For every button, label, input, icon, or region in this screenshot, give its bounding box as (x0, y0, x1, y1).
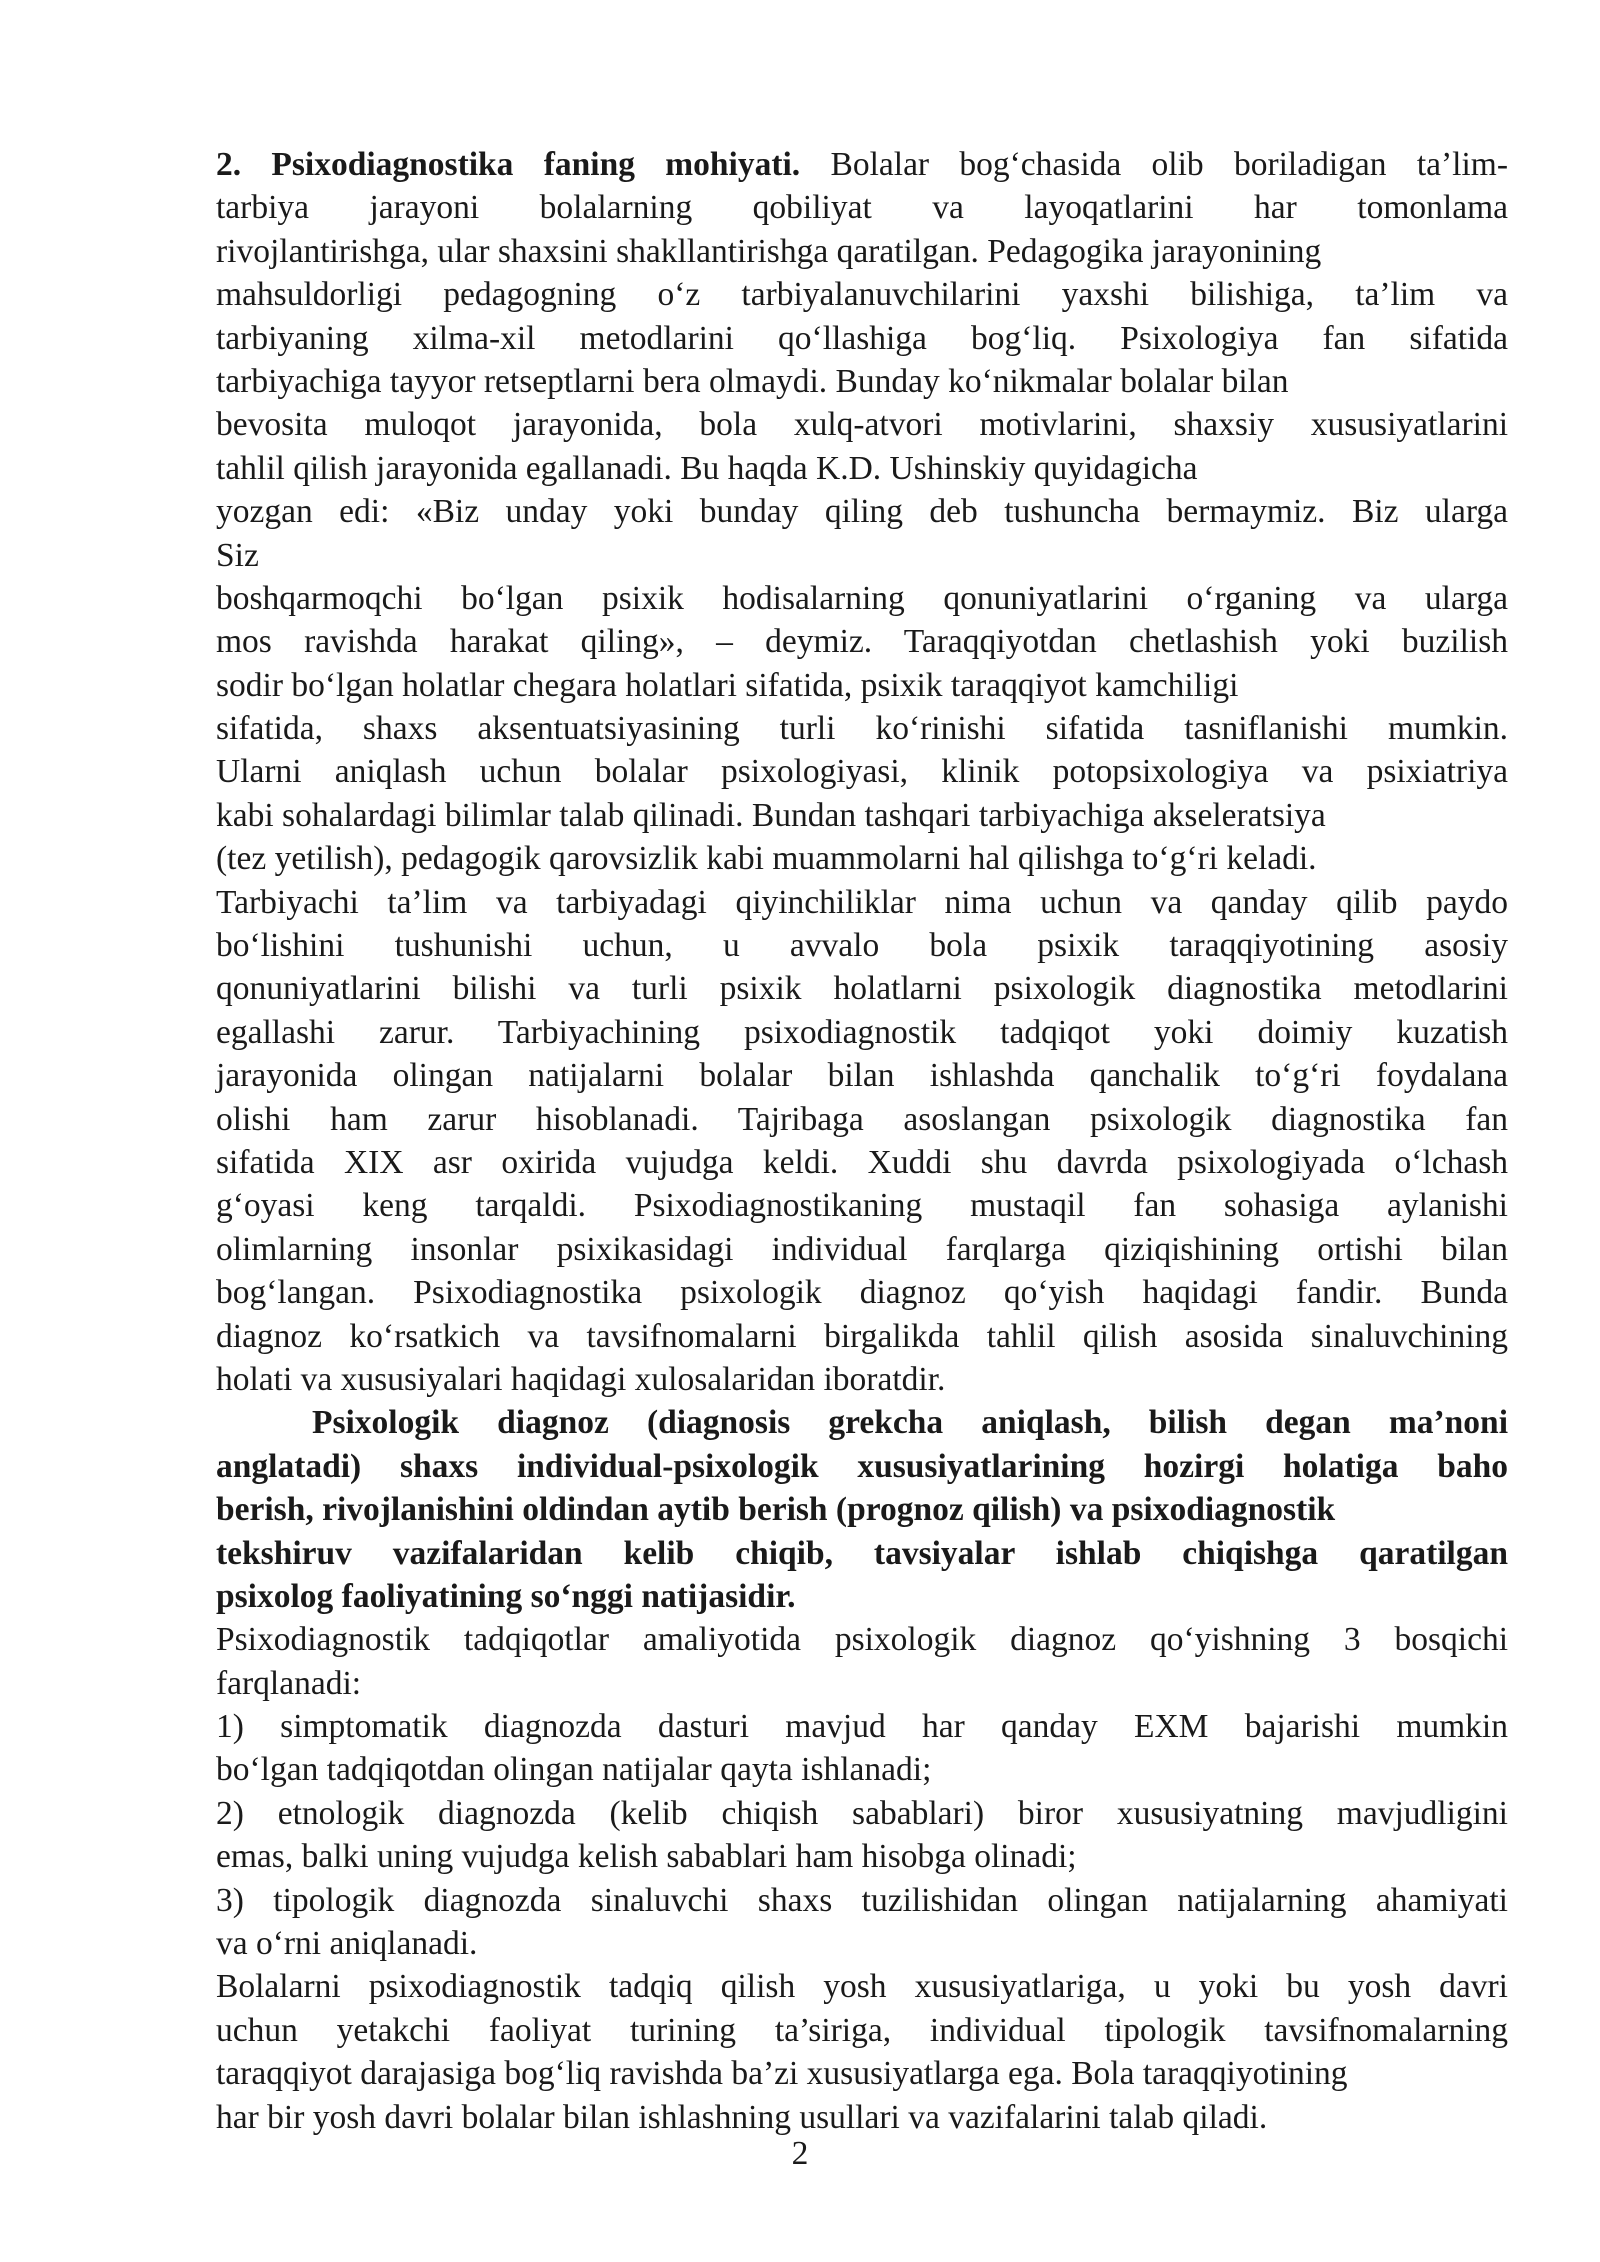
text-line: uchun yetakchi faoliyat turining ta’siriga, individual tipologik tavsifnomalarning (216, 2011, 1508, 2049)
text-line: taraqqiyot darajasiga bog‘liq ravishda ba’zi xususiyatlarga ega. Bola taraqqiyotining (216, 2055, 1348, 2093)
text-line: tarbiyaning xilma-xil metodlarini qo‘llashiga bog‘liq. Psixologiya fan sifatida (216, 319, 1508, 357)
text-line: 3) tipologik diagnozda sinaluvchi shaxs tuzilishidan olingan natijalarning ahamiyati (216, 1881, 1508, 1919)
text-line: diagnoz ko‘rsatkich va tavsifnomalarni birgalikda tahlil qilish asosida sinaluvchining (216, 1317, 1508, 1355)
text-line: Ularni aniqlash uchun bolalar psixologiyasi, klinik potopsixologiya va psixiatriya (216, 753, 1508, 791)
section-heading: 2. Psixodiagnostika faning mohiyati. (216, 146, 801, 183)
text-line: Psixodiagnostik tadqiqotlar amaliyotida psixologik diagnoz qo‘yishning 3 bosqichi (216, 1621, 1508, 1659)
text-line: berish, rivojlanishini oldindan aytib berish (prognoz qilish) va psixodiagnostik (216, 1491, 1336, 1529)
text-line: mahsuldorligi pedagogning o‘z tarbiyalanuvchilarini yaxshi bilishiga, ta’lim va (216, 276, 1508, 314)
text-segment: Bolalar bog‘chasida olib boriladigan ta’lim- (800, 146, 1508, 183)
text-line: tarbiya jarayoni bolalarning qobiliyat va layoqatlarini har tomonlama (216, 189, 1508, 227)
text-line: har bir yosh davri bolalar bilan ishlashning usullari va vazifalarini talab qiladi. (216, 2098, 1268, 2136)
text-line: olishi ham zarur hisoblanadi. Tajribaga asoslangan psixologik diagnostika fan (216, 1100, 1508, 1138)
text-line: qonuniyatlarini bilishi va turli psixik holatlarni psixologik diagnostika metodlarini (216, 970, 1508, 1008)
text-line: mos ravishda harakat qiling», – deymiz. Taraqqiyotdan chetlashish yoki buzilish (216, 623, 1508, 661)
text-line: rivojlantirishga, ular shaxsini shakllantirishga qaratilgan. Pedagogika jarayonining (216, 232, 1322, 270)
text-line: Tarbiyachi ta’lim va tarbiyadagi qiyinchiliklar nima uchun va qanday qilib paydo (216, 883, 1508, 921)
text-line: Siz (216, 536, 259, 574)
text-line: g‘oyasi keng tarqaldi. Psixodiagnostikaning mustaqil fan sohasiga aylanishi (216, 1187, 1508, 1225)
text-line: yozgan edi: «Biz unday yoki bunday qiling deb tushuncha bermaymiz. Biz ularga (216, 493, 1508, 531)
text-line: (tez yetilish), pedagogik qarovsizlik kabi muammolarni hal qilishga to‘g‘ri keladi. (216, 840, 1317, 878)
text-line: egallashi zarur. Tarbiyachining psixodiagnostik tadqiqot yoki doimiy kuzatish (216, 1013, 1508, 1051)
text-line: jarayonida olingan natijalarni bolalar bilan ishlashda qanchalik to‘g‘ri foydalana (216, 1057, 1508, 1095)
text-line: tahlil qilish jarayonida egallanadi. Bu haqda K.D. Ushinskiy quyidagicha (216, 449, 1198, 487)
text-line: bevosita muloqot jarayonida, bola xulq-atvori motivlarini, shaxsiy xususiyatlarini (216, 406, 1508, 444)
text-line: holati va xususiyalari haqidagi xulosalaridan iboratdir. (216, 1360, 946, 1398)
text-line: farqlanadi: (216, 1664, 362, 1702)
text-line: bog‘langan. Psixodiagnostika psixologik diagnoz qo‘yish haqidagi fandir. Bunda (216, 1274, 1508, 1312)
text-line: psixolog faoliyatining so‘nggi natijasidir. (216, 1577, 796, 1615)
text-line: sifatida, shaxs aksentuatsiyasining turli ko‘rinishi sifatida tasniflanishi mumkin. (216, 710, 1508, 748)
text-line: olimlarning insonlar psixikasidagi individual farqlarga qiziqishining ortishi bilan (216, 1230, 1508, 1268)
text-line: bo‘lishini tushunishi uchun, u avvalo bola psixik taraqqiyotining asosiy (216, 927, 1508, 965)
page-number: 2 (791, 2135, 809, 2172)
text-line: Psixologik diagnoz (diagnosis grekcha aniqlash, bilish degan ma’noni (312, 1404, 1508, 1442)
text-line: sodir bo‘lgan holatlar chegara holatlari sifatida, psixik taraqqiyot kamchiligi (216, 666, 1239, 704)
text-line: tarbiyachiga tayyor retseptlarni bera olmaydi. Bunday ko‘nikmalar bolalar bilan (216, 362, 1289, 400)
text-line: emas, balki uning vujudga kelish sabablari ham hisobga olinadi; (216, 1838, 1077, 1876)
text-line: sifatida XIX asr oxirida vujudga keldi. Xuddi shu davrda psixologiyada o‘lchash (216, 1143, 1508, 1181)
text-line: kabi sohalardagi bilimlar talab qilinadi. Bundan tashqari tarbiyachiga akseleratsiya (216, 796, 1326, 834)
text-line: 1) simptomatik diagnozda dasturi mavjud har qanday EXM bajarishi mumkin (216, 1708, 1508, 1746)
text-line: anglatadi) shaxs individual-psixologik xususiyatlarining hozirgi holatiga baho (216, 1447, 1508, 1485)
text-line (216, 143, 1508, 186)
text-line: tekshiruv vazifalaridan kelib chiqib, tavsiyalar ishlab chiqishga qaratilgan (216, 1534, 1508, 1572)
text-line: va o‘rni aniqlanadi. (216, 1925, 478, 1963)
text-line: boshqarmoqchi bo‘lgan psixik hodisalarning qonuniyatlarini o‘rganing va ularga (216, 579, 1508, 617)
text-line: 2) etnologik diagnozda (kelib chiqish sabablari) biror xususiyatning mavjudligini (216, 1794, 1508, 1832)
text-line: Bolalarni psixodiagnostik tadqiq qilish yosh xususiyatlariga, u yoki bu yosh davri (216, 1968, 1508, 2006)
text-line: bo‘lgan tadqiqotdan olingan natijalar qayta ishlanadi; (216, 1751, 932, 1789)
document-body (216, 143, 1508, 2139)
